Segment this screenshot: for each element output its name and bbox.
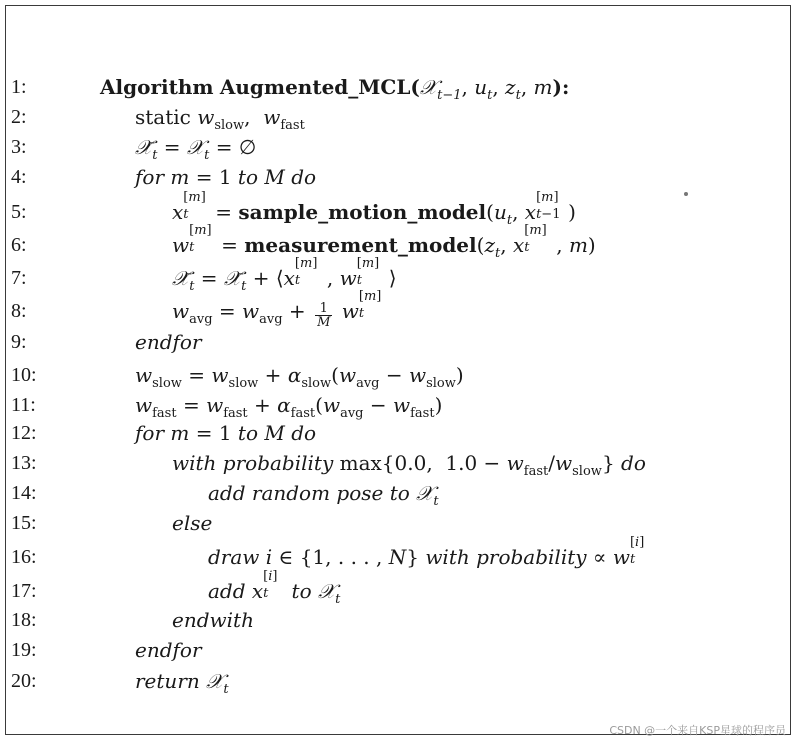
line-number: 13: xyxy=(11,452,37,474)
do-keyword: do xyxy=(621,451,646,475)
add-random-pose-keyword: add random pose to xyxy=(208,481,410,505)
line-number: 11: xyxy=(11,394,36,416)
line-number: 9: xyxy=(11,331,27,353)
line-number: 14: xyxy=(11,482,37,504)
line-number: 4: xyxy=(11,166,27,188)
line-number: 1: xyxy=(11,76,27,98)
to-keyword: to xyxy=(237,165,258,189)
endfor-keyword: endfor xyxy=(135,330,202,354)
static-keyword: static xyxy=(135,105,191,129)
csdn-watermark: CSDN @一个来自KSP星球的程序员 xyxy=(609,724,786,737)
for-keyword: for xyxy=(135,421,165,445)
do-keyword: do xyxy=(291,165,317,189)
line-number: 8: xyxy=(11,300,27,322)
measurement-model-fn: measurement_model xyxy=(244,233,477,257)
draw-keyword: draw xyxy=(208,545,260,569)
scan-speck xyxy=(684,192,688,196)
to-keyword: to xyxy=(291,579,312,603)
line-number: 2: xyxy=(11,106,27,128)
endwith-keyword: endwith xyxy=(172,608,254,632)
with-probability-keyword: with probability xyxy=(425,545,587,569)
line-number: 17: xyxy=(11,580,37,602)
return-keyword: return xyxy=(135,669,200,693)
algorithm-name: Augmented_MCL xyxy=(219,75,411,99)
line-number: 7: xyxy=(11,267,27,289)
line-number: 18: xyxy=(11,609,37,631)
line-number: 5: xyxy=(11,201,27,223)
algorithm-header: Algorithm Augmented_MCL(𝒳$_{t-1}$, $u_t$, $z_t$, m): xyxy=(100,75,570,103)
else-keyword: else xyxy=(172,511,213,535)
do-keyword: do xyxy=(291,421,317,445)
line-number: 6: xyxy=(11,234,27,256)
algorithm-keyword: Algorithm xyxy=(100,75,214,99)
sample-motion-model-fn: sample_motion_model xyxy=(238,200,487,224)
max-fn: max xyxy=(339,451,382,475)
with-probability-keyword: with probability xyxy=(172,451,334,475)
line-number: 20: xyxy=(11,670,37,692)
add-keyword: add xyxy=(208,579,246,603)
endfor-keyword: endfor xyxy=(135,638,202,662)
to-keyword: to xyxy=(237,421,258,445)
line-number: 3: xyxy=(11,136,27,158)
line-number: 10: xyxy=(11,364,37,386)
line-number: 12: xyxy=(11,422,37,444)
for-keyword: for xyxy=(135,165,165,189)
line-number: 19: xyxy=(11,639,37,661)
line-number: 15: xyxy=(11,512,37,534)
line-number: 16: xyxy=(11,546,37,568)
